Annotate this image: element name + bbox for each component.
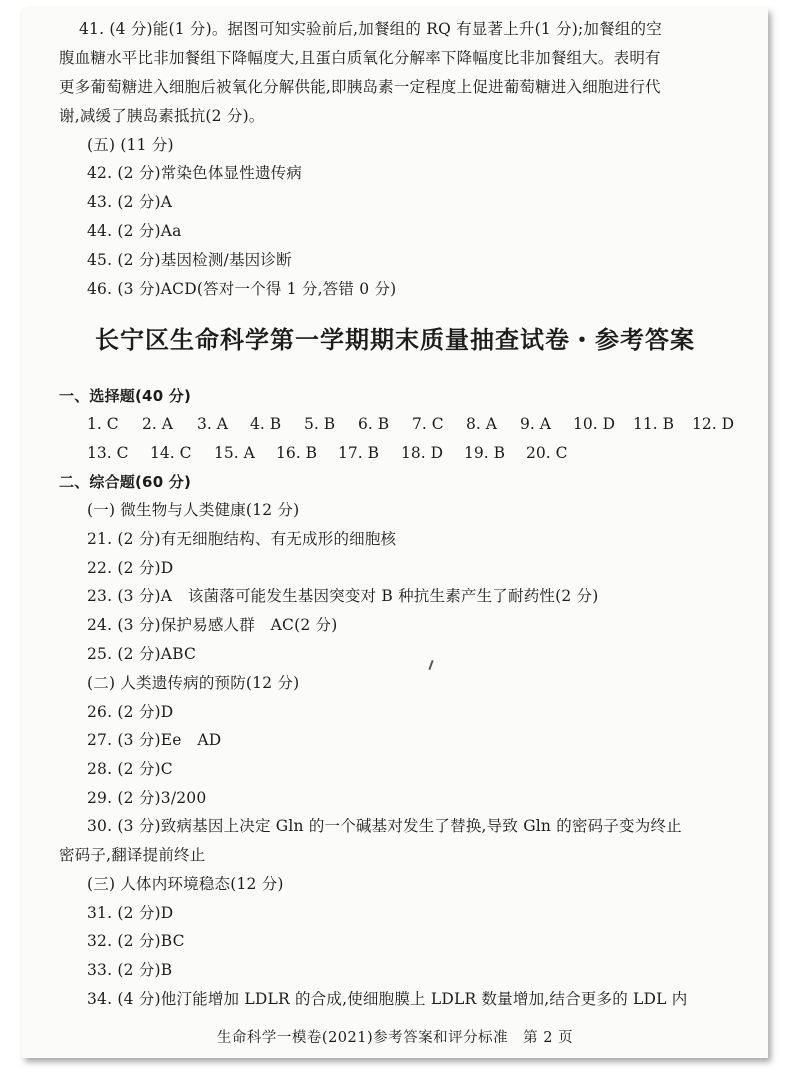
answer-line: 21. (2 分)有无细胞结构、有无成形的细胞核 — [87, 530, 397, 548]
mc-answer: 11. B — [633, 415, 674, 433]
mc-answer: 12. D — [692, 415, 735, 433]
answer-43: 43. (2 分)A — [87, 193, 173, 211]
answer-line: 22. (2 分)D — [87, 559, 174, 577]
answer-46: 46. (3 分)ACD(答对一个得 1 分,答错 0 分) — [87, 280, 397, 298]
scan-speck — [428, 660, 433, 670]
section-2-title: 二、综合题(60 分) — [59, 473, 192, 491]
q41-line-2: 腹血糖水平比非加餐组下降幅度大,且蛋白质氧化分解率下降幅度比非加餐组大。表明有 — [59, 49, 661, 67]
q41-line-3: 更多葡萄糖进入细胞后被氧化分解供能,即胰岛素一定程度上促进葡萄糖进入细胞进行代 — [59, 78, 661, 96]
mc-answer: 17. B — [338, 444, 379, 462]
subsection-title: (三) 人体内环境稳态(12 分) — [87, 875, 284, 893]
answer-line: 31. (2 分)D — [87, 904, 174, 922]
mc-answer: 15. A — [214, 444, 255, 462]
subsection-title: (二) 人类遗传病的预防(12 分) — [87, 674, 300, 692]
answer-line: 26. (2 分)D — [87, 703, 174, 721]
answer-line: 25. (2 分)ABC — [87, 645, 197, 663]
mc-answer: 8. A — [466, 415, 497, 433]
subsection-title: (一) 微生物与人类健康(12 分) — [87, 501, 300, 519]
q41-line-4: 谢,减缓了胰岛素抵抗(2 分)。 — [59, 107, 265, 125]
mc-answer: 20. C — [526, 444, 568, 462]
answer-45: 45. (2 分)基因检测/基因诊断 — [87, 251, 292, 269]
answer-key-page — [22, 8, 768, 1058]
mc-answer: 9. A — [520, 415, 551, 433]
mc-answer: 10. D — [573, 415, 616, 433]
mc-answer: 16. B — [276, 444, 317, 462]
mc-answer: 7. C — [412, 415, 444, 433]
answer-42: 42. (2 分)常染色体显性遗传病 — [87, 164, 303, 182]
mc-answer: 5. B — [304, 415, 336, 433]
page-footer: 生命科学一模卷(2021)参考答案和评分标准 第 2 页 — [216, 1030, 574, 1046]
mc-answer: 19. B — [464, 444, 505, 462]
mc-answer: 18. D — [401, 444, 444, 462]
answer-line: 33. (2 分)B — [87, 961, 173, 979]
part5-title: (五) (11 分) — [87, 136, 174, 154]
answer-line-continued: 密码子,翻译提前终止 — [59, 846, 206, 864]
answer-line: 28. (2 分)C — [87, 760, 173, 778]
section-1-title: 一、选择题(40 分) — [59, 387, 192, 405]
mc-answer: 13. C — [87, 444, 129, 462]
answer-44: 44. (2 分)Aa — [87, 222, 182, 240]
mc-answer: 14. C — [150, 444, 192, 462]
mc-answer: 2. A — [142, 415, 173, 433]
answer-line: 29. (2 分)3/200 — [87, 789, 207, 807]
mc-answer: 1. C — [87, 415, 119, 433]
mc-answer: 3. A — [197, 415, 228, 433]
answer-line: 27. (3 分)Ee AD — [87, 731, 222, 749]
answer-line: 32. (2 分)BC — [87, 932, 185, 950]
mc-answer: 6. B — [358, 415, 390, 433]
answer-line: 24. (3 分)保护易感人群 AC(2 分) — [87, 616, 338, 634]
q41-line-1: 41. (4 分)能(1 分)。据图可知实验前后,加餐组的 RQ 有显著上升(1 分);加餐组的空 — [79, 20, 662, 38]
answer-line: 30. (3 分)致病基因上决定 Gln 的一个碱基对发生了替换,导致 Gln 的密码子变为终止 — [87, 817, 682, 835]
answer-line: 23. (3 分)A 该菌落可能发生基因突变对 B 种抗生素产生了耐药性(2 分) — [87, 587, 599, 605]
mc-answer: 4. B — [250, 415, 282, 433]
answer-line: 34. (4 分)他汀能增加 LDLR 的合成,使细胞膜上 LDLR 数量增加,结合更多的 LDL 内 — [87, 990, 688, 1008]
document-heading: 长宁区生命科学第一学期期末质量抽查试卷・参考答案 — [95, 326, 695, 354]
